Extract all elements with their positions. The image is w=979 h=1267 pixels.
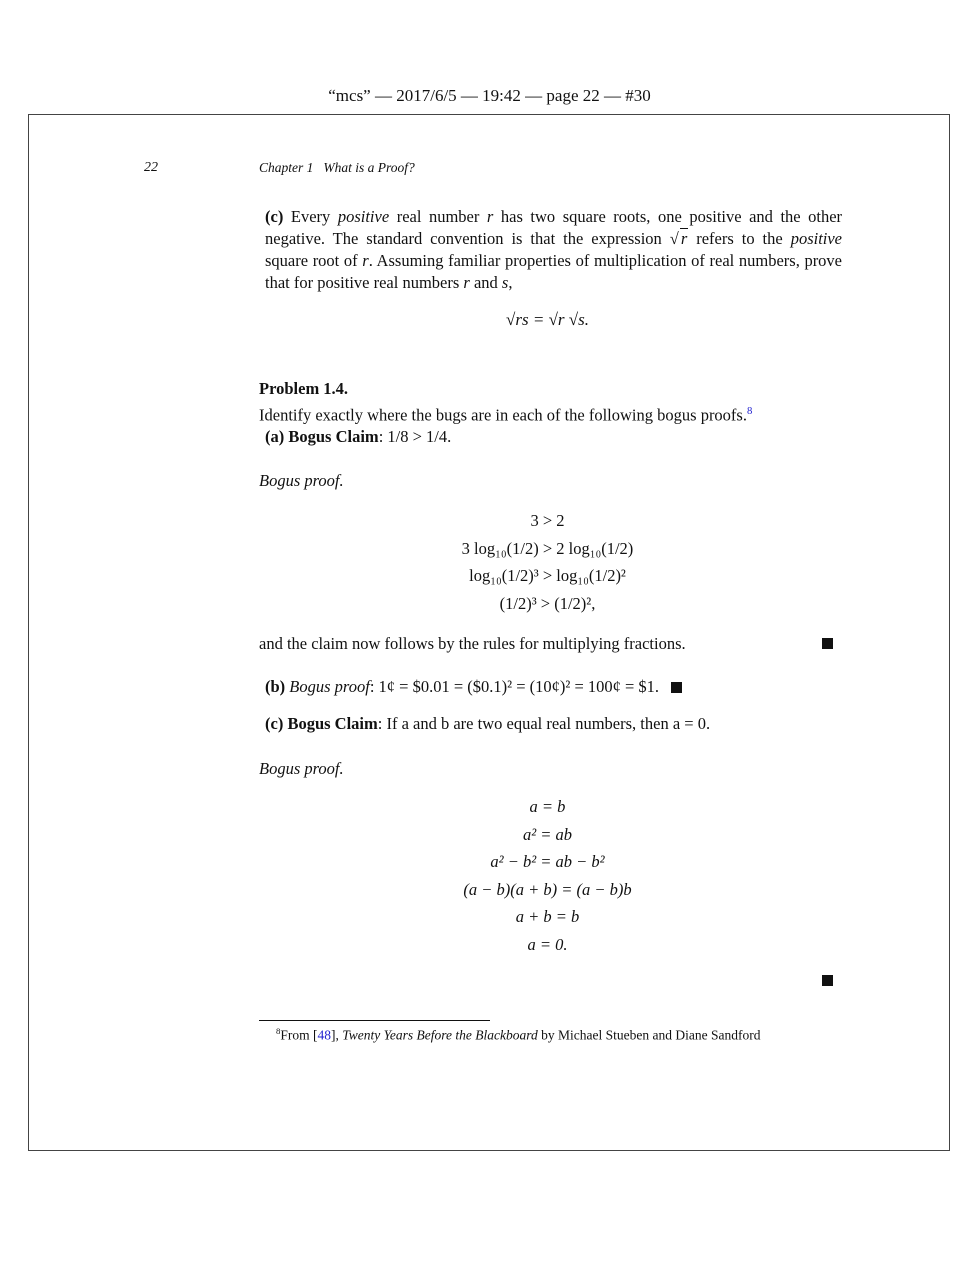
part-c2-proof-label [259, 758, 836, 780]
part-b-text: : 1¢ = $0.01 = ($0.1)² = (10¢)² = 100¢ = $1. [369, 677, 660, 696]
part-c2-label: (c) [265, 714, 284, 733]
claim-label: Bogus Claim [287, 714, 378, 733]
chapter-title: What is a Proof? [323, 160, 415, 175]
footnote-link[interactable]: 8 [746, 405, 753, 417]
text: square root of [265, 251, 358, 270]
part-a-equations [259, 507, 836, 617]
equation-line: (a − b)(a + b) = (a − b)b [463, 879, 632, 899]
equation-line: a² = ab [522, 824, 573, 844]
running-header: “mcs” — 2017/6/5 — 19:42 — page 22 — #30 [328, 86, 651, 105]
part-a-conclusion: and the claim now follows by the rules for multiplying fractions. [259, 634, 686, 653]
part-a-proof-label [259, 470, 836, 492]
chapter-label: Chapter 1 [259, 160, 314, 175]
problem-block [259, 378, 836, 427]
part-c2-claim [259, 713, 842, 735]
text: by Michael Stueben and Diane Sandford [537, 1027, 761, 1043]
part-b [259, 676, 842, 698]
equation-line: a = 0. [527, 934, 568, 954]
chapter-heading [259, 160, 415, 176]
book-title: Twenty Years Before the Blackboard [342, 1027, 538, 1043]
claim-label: Bogus Claim [288, 427, 379, 446]
equation-line: 3 log₁₀(1/2) > 2 log₁₀(1/2) [461, 538, 634, 558]
emphasis: positive [790, 229, 843, 248]
text: ], [331, 1027, 343, 1043]
equation-line: 3 > 2 [530, 511, 565, 530]
part-c-label: (c) [265, 207, 284, 226]
qed-square [671, 682, 682, 693]
problem-intro: Identify exactly where the bugs are in each of the following bogus proofs. [259, 405, 747, 425]
proof-label: Bogus proof. [259, 759, 344, 778]
qed-square [822, 975, 833, 986]
part-a-label: (a) [265, 427, 285, 446]
footnote-rule [259, 1020, 490, 1021]
part-b-label: (b) [265, 677, 286, 696]
page-number: 22 [144, 160, 158, 175]
part-a-claim [259, 426, 842, 448]
problem-title: Problem 1.4. [259, 379, 349, 398]
claim-text: : 1/8 > 1/4. [378, 427, 452, 446]
sqrt-equation: √rs = √r √s. [506, 310, 589, 329]
qed-square [822, 638, 833, 649]
claim-text: : If a and b are two equal real numbers, then a = 0. [377, 714, 711, 733]
text: . Assuming familiar properties of multiplication of real numbers, prove that for positive real numbers [265, 251, 843, 292]
variable: r [486, 207, 494, 226]
sqrt-r: √ r [669, 229, 688, 248]
footnote-mark: 8 [276, 1026, 281, 1036]
part-c-paragraph: (c) Every positive real number r has two square roots, one positive and the other negative. The standard convention is that the expression √ r refers to the positive square root of r. Assuming familiar properties of multiplication of real numbers, prove that for positive real numbers r and s, [265, 207, 843, 292]
text: Every [290, 207, 331, 226]
citation-link[interactable]: 48 [317, 1027, 332, 1043]
proof-label: Bogus proof. [259, 471, 344, 490]
equation-line: a² − b² = ab − b² [490, 852, 605, 871]
equation-line: log₁₀(1/2)³ > log₁₀(1/2)² [469, 566, 626, 585]
text: and [473, 273, 498, 292]
variable: s [501, 273, 509, 292]
variable: r [362, 251, 369, 270]
footnote [259, 1026, 760, 1044]
equation-line: a + b = b [515, 907, 580, 926]
text: has two square roots, one positive and the other negative. The standard convention is that the expression [265, 207, 843, 248]
equation-line: (1/2)³ > (1/2)², [499, 593, 596, 613]
part-c2-equations [259, 793, 836, 958]
text: From [ [280, 1027, 318, 1043]
emphasis: positive [337, 207, 390, 226]
equation-line: a = b [529, 797, 566, 816]
variable: r [463, 273, 470, 292]
proof-label: Bogus proof [289, 677, 370, 696]
text: refers to the [696, 229, 783, 248]
text: real number [396, 207, 480, 226]
